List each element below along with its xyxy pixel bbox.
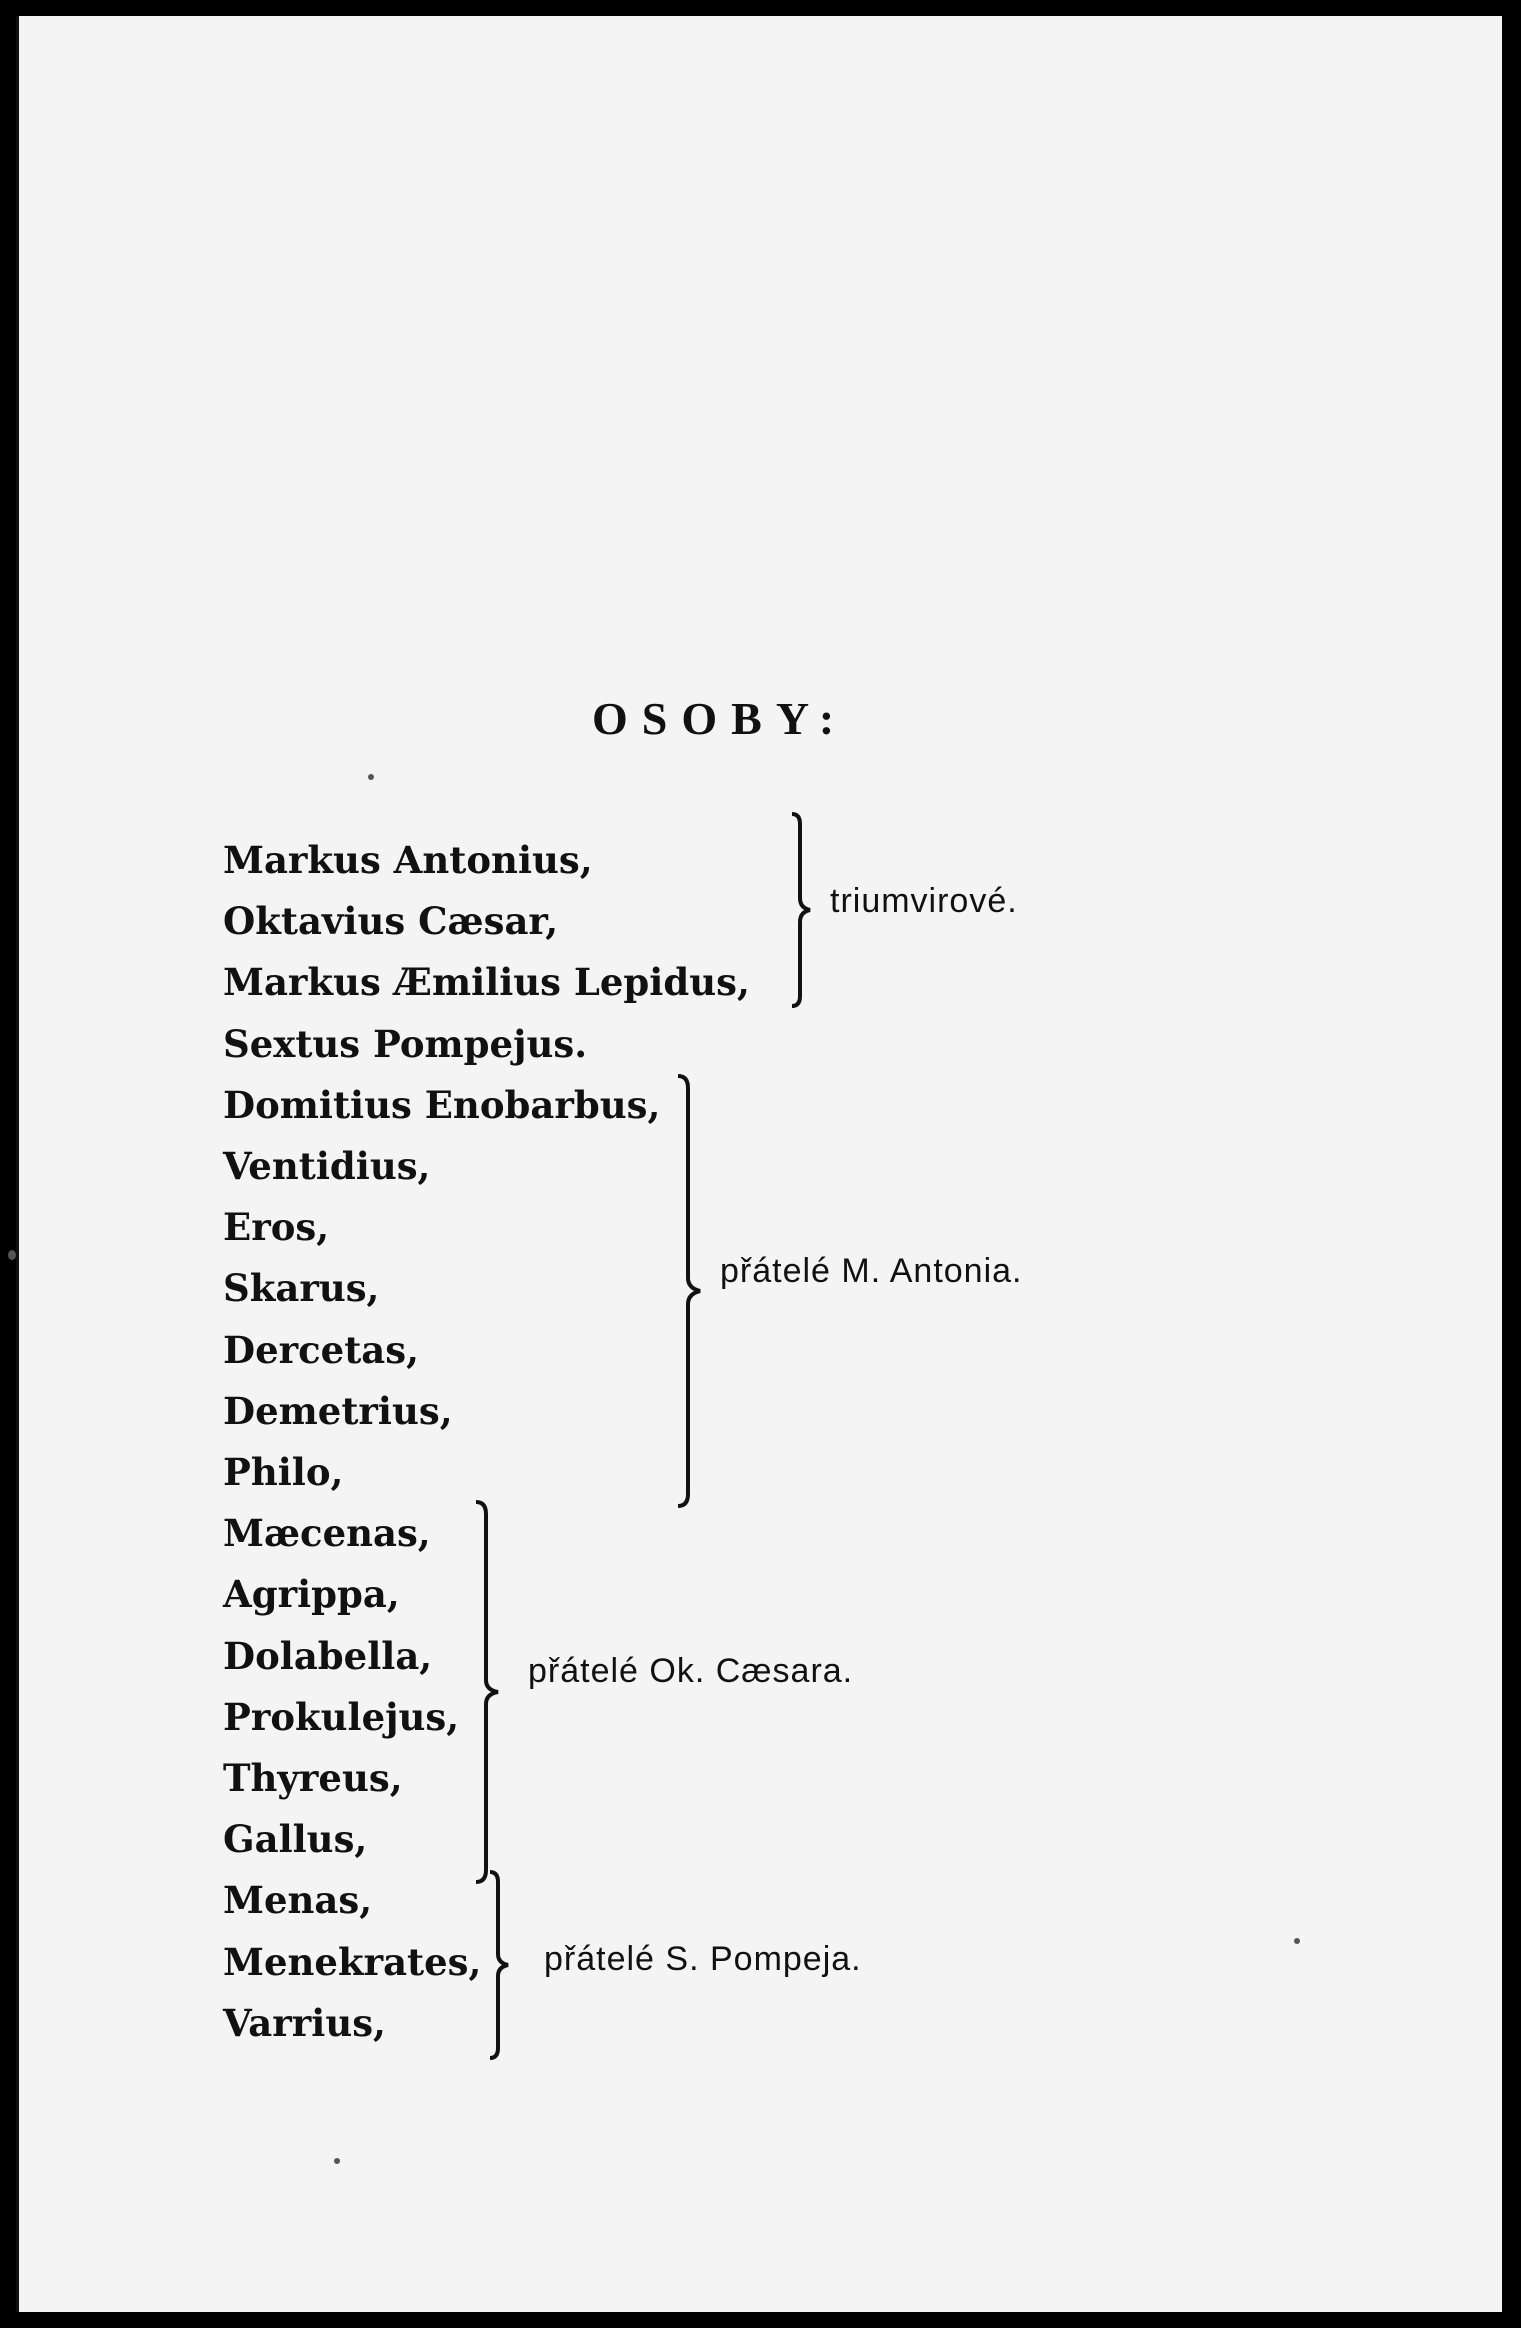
list-item: Agrippa,	[223, 1572, 400, 1617]
list-item: Markus Antonius,	[223, 838, 593, 882]
list-item: Markus Æmilius Lepidus,	[223, 960, 750, 1005]
dust-speck	[368, 774, 374, 780]
dust-speck	[334, 2158, 340, 2164]
list-item: Thyreus,	[223, 1756, 403, 1801]
list-item: Menekrates,	[223, 1939, 482, 1984]
brace-caesar-friends	[472, 1500, 508, 1884]
brace-pompejus-friends	[486, 1870, 516, 2060]
list-item: Mæcenas,	[223, 1511, 431, 1556]
brace-triumvirs	[788, 812, 818, 1008]
group-label-antonius-friends: přátelé M. Antonia.	[720, 1252, 1023, 1290]
list-item: Prokulejus,	[223, 1694, 460, 1739]
dust-speck	[8, 1250, 16, 1260]
list-item: Menas,	[223, 1878, 373, 1923]
list-item: Dolabella,	[223, 1633, 433, 1678]
group-label-caesar-friends: přátelé Ok. Cæsara.	[528, 1652, 854, 1690]
list-item: Skarus,	[223, 1266, 380, 1311]
page-title: OSOBY:	[592, 693, 849, 744]
page	[16, 16, 1502, 2312]
list-item: Ventidius,	[223, 1144, 431, 1189]
list-item: Sextus Pompejus.	[223, 1021, 588, 1066]
list-item: Domitius Enobarbus,	[223, 1082, 661, 1127]
brace-antonius-friends	[674, 1074, 710, 1508]
page-edge-line	[16, 16, 19, 2312]
list-item: Gallus,	[223, 1817, 368, 1862]
list-item: Dercetas,	[223, 1327, 419, 1372]
list-item: Demetrius,	[223, 1388, 453, 1433]
list-item: Philo,	[223, 1450, 344, 1495]
group-label-pompejus-friends: přátelé S. Pompeja.	[544, 1940, 862, 1978]
list-item: Varrius,	[223, 2000, 386, 2045]
list-item: Oktavius Cæsar,	[223, 899, 559, 944]
group-label-triumvirs: triumvirové.	[830, 882, 1018, 920]
list-item: Eros,	[223, 1205, 330, 1250]
dust-speck	[1294, 1938, 1300, 1944]
